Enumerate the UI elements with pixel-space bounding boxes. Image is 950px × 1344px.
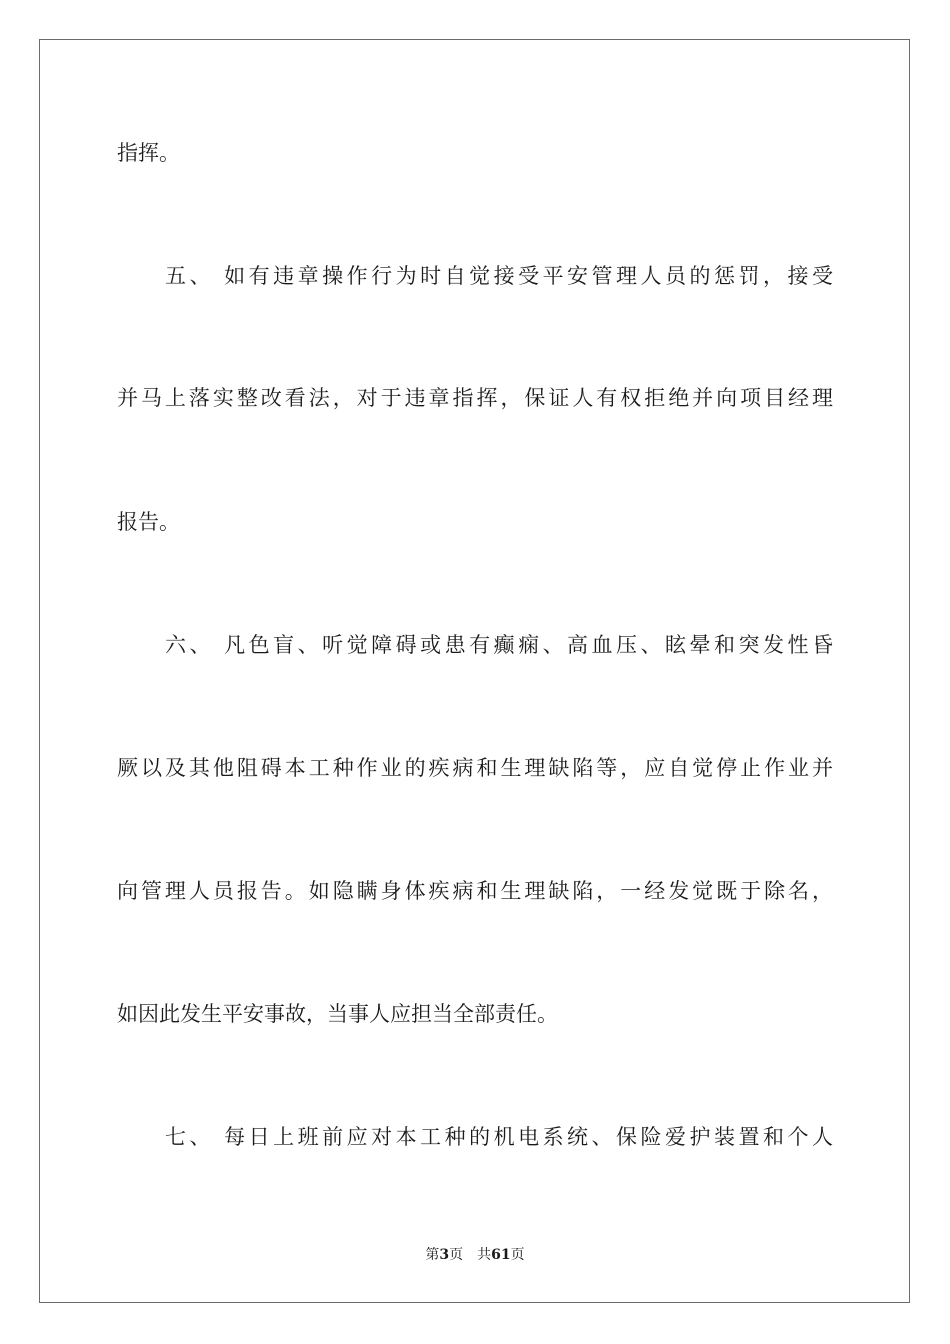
text-line-5: 六、 凡色盲、听觉障碍或患有癫痫、高血压、眩晕和突发性昏 [165, 633, 833, 657]
footer-total-suffix: 页 [510, 1247, 525, 1263]
footer-page-suffix: 页 [449, 1247, 464, 1263]
footer-page-number: 3 [439, 1247, 450, 1263]
text-line-1: 指挥。 [117, 141, 180, 165]
text-line-7: 向管理人员报告。如隐瞒身体疾病和生理缺陷，一经发觉既于除名， [117, 879, 833, 903]
text-line-3: 并马上落实整改看法，对于违章指挥，保证人有权拒绝并向项目经理 [117, 386, 833, 410]
page-frame [39, 39, 910, 1303]
text-line-9: 七、 每日上班前应对本工种的机电系统、保险爱护装置和个人 [165, 1125, 833, 1149]
text-line-6: 厥以及其他阻碍本工种作业的疾病和生理缺陷等，应自觉停止作业并 [117, 756, 833, 780]
text-line-8: 如因此发生平安事故，当事人应担当全部责任。 [117, 1002, 558, 1026]
text-line-4: 报告。 [117, 510, 180, 534]
footer-page-prefix: 第 [425, 1247, 440, 1263]
footer-total-pages: 61 [491, 1247, 511, 1263]
page-footer [0, 1245, 950, 1265]
footer-total-prefix: 共 [477, 1247, 492, 1263]
text-line-2: 五、 如有违章操作行为时自觉接受平安管理人员的惩罚，接受 [165, 264, 833, 288]
